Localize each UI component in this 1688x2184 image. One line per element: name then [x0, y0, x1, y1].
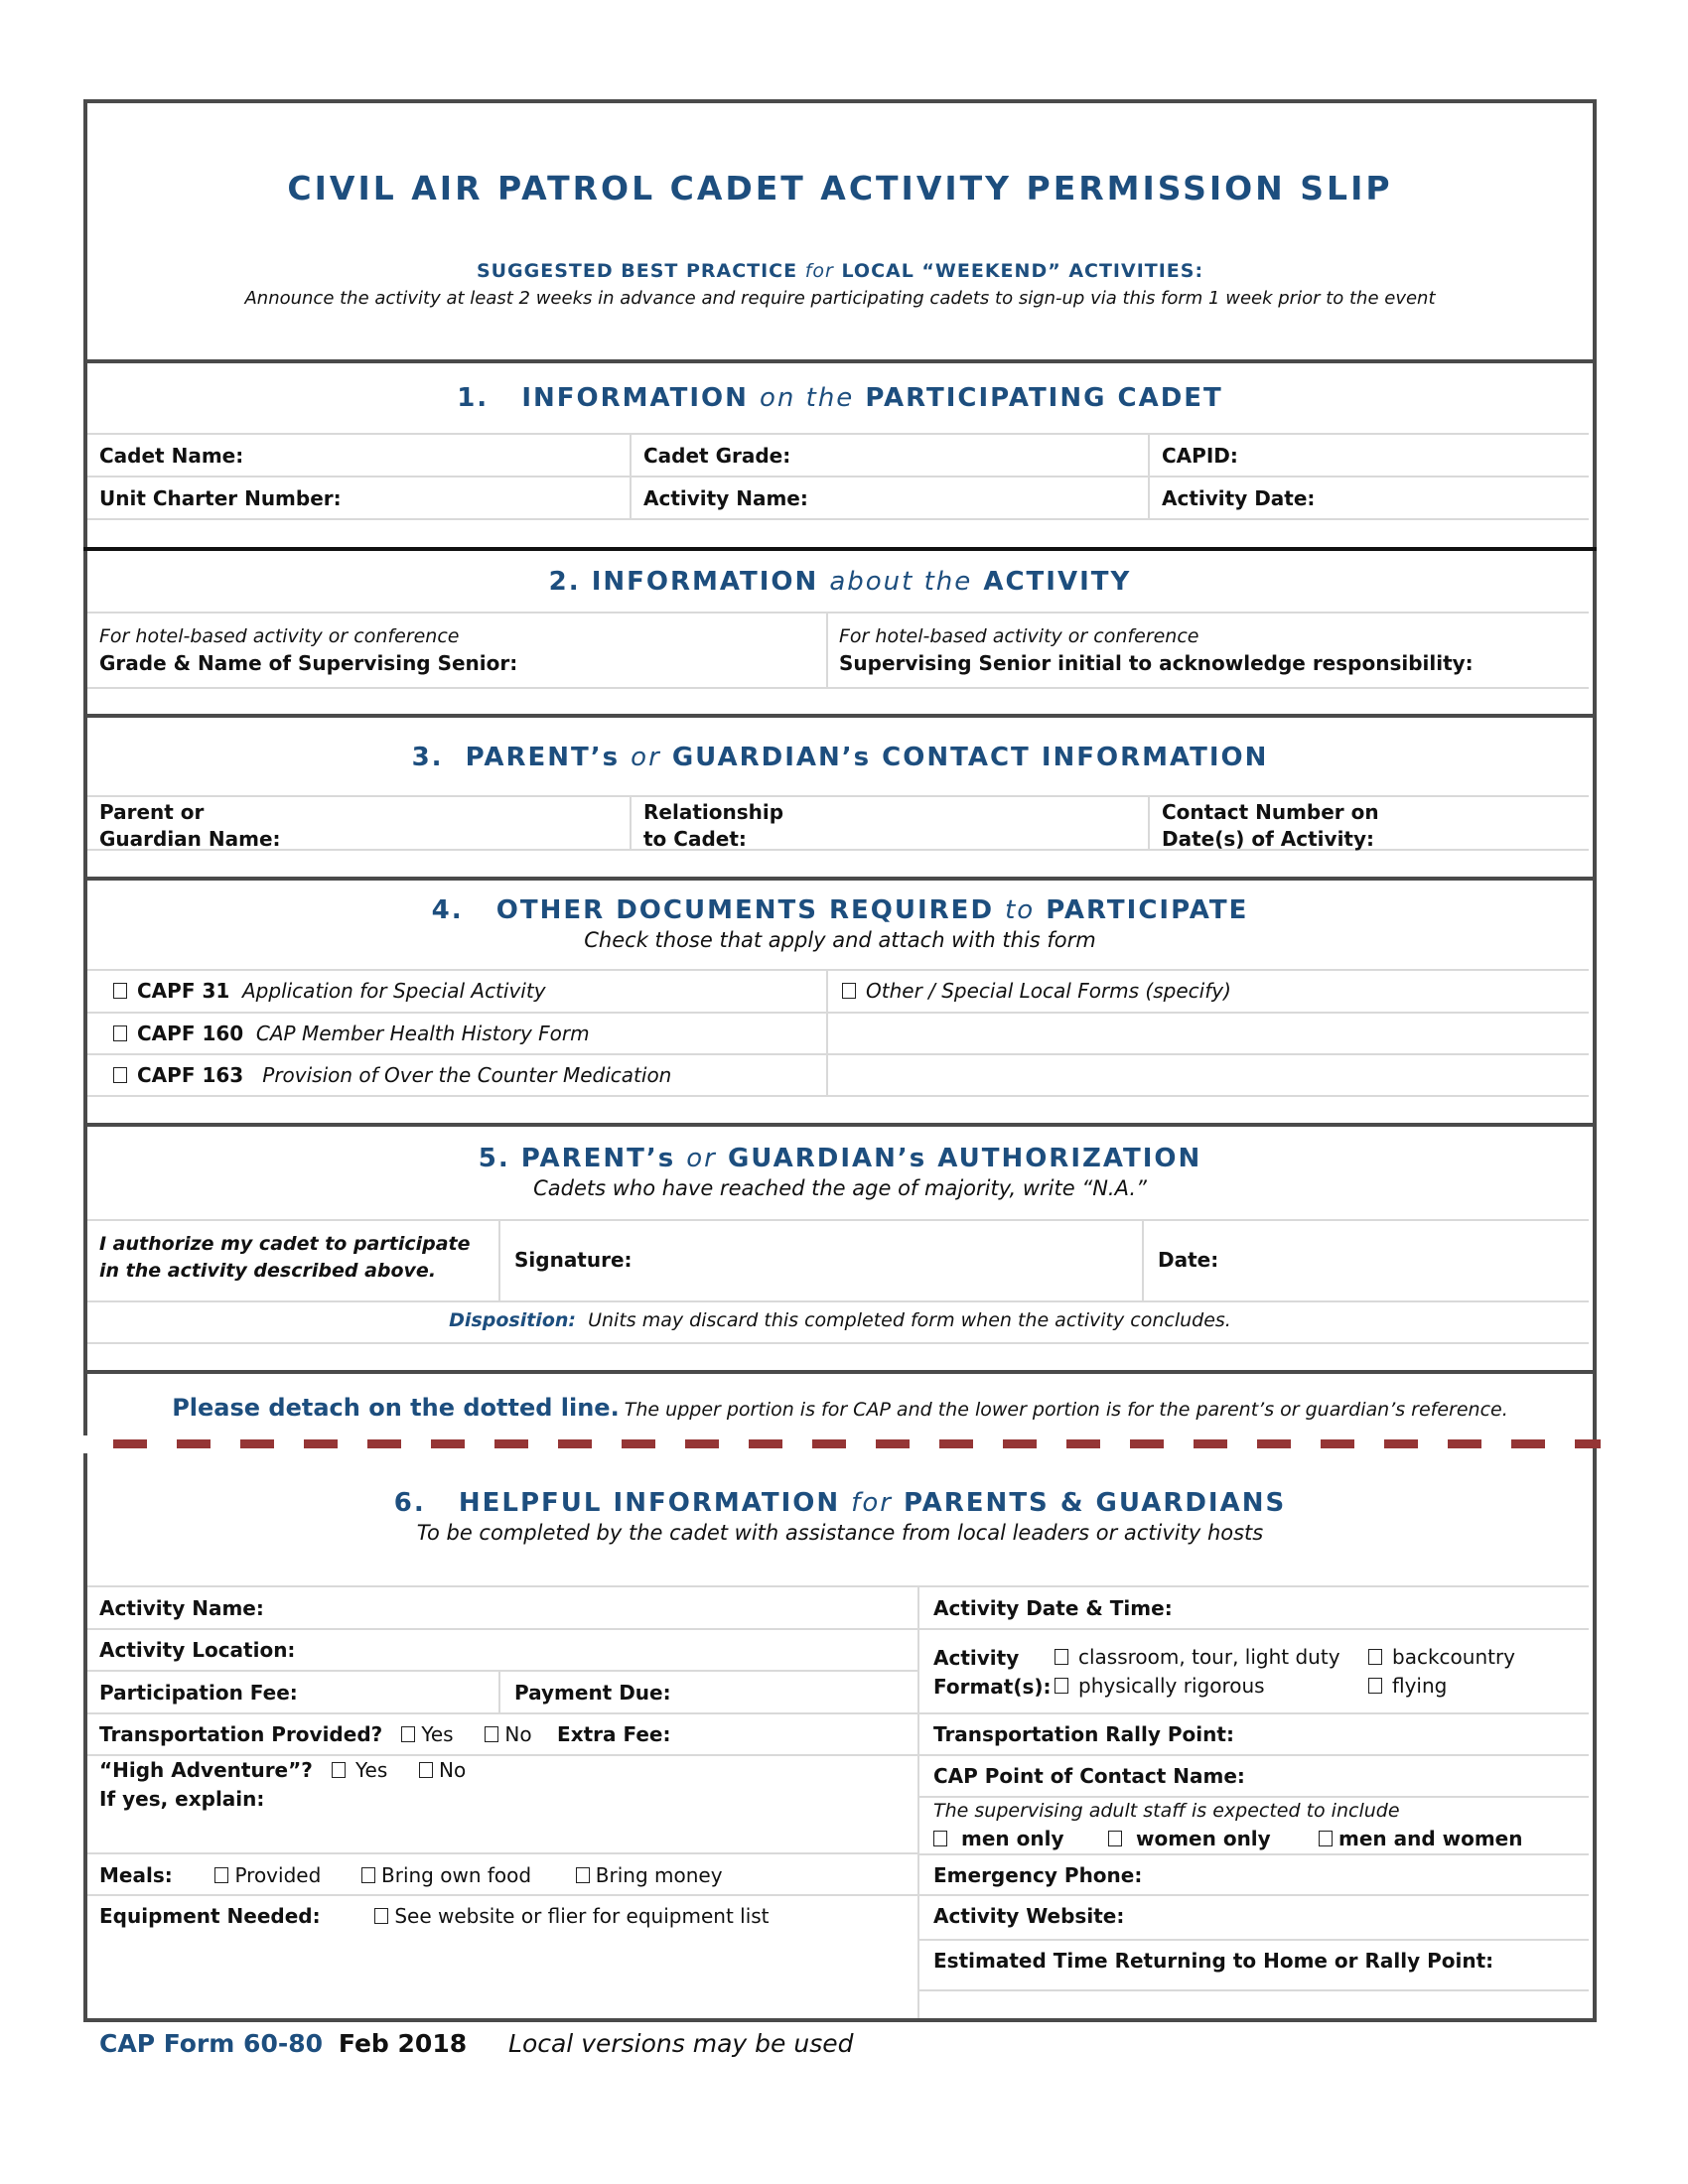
format-line1: Activity — [933, 1646, 1020, 1670]
doc-code: CAPF 163 — [137, 1063, 244, 1087]
staff-men-only-label: men only — [961, 1827, 1064, 1850]
checkbox-icon[interactable] — [113, 983, 127, 999]
unit-charter-field[interactable]: Unit Charter Number: — [99, 486, 342, 510]
doc-code: CAPF 31 — [137, 979, 230, 1003]
best-practice-instruction: Announce the activity at least 2 weeks in advance and require participating cadets to sign-up via this form 1 week prior to the event — [244, 288, 1436, 309]
s6-activity-location-field[interactable]: Activity Location: — [99, 1638, 296, 1662]
section5-title-b: or — [686, 1144, 717, 1173]
cadet-grade-field[interactable]: Cadet Grade: — [643, 444, 791, 468]
checkbox-icon[interactable] — [361, 1867, 375, 1883]
column-rule — [826, 612, 828, 689]
adventure-yes[interactable]: Yes — [354, 1758, 388, 1782]
dash-segment — [1130, 1439, 1164, 1448]
dash-segment — [113, 1439, 147, 1448]
format-flying[interactable] — [1368, 1674, 1447, 1698]
top-border — [83, 99, 1597, 103]
format-classroom-label: classroom, tour, light duty — [1078, 1645, 1340, 1669]
row-rule — [87, 1754, 917, 1756]
s6-activity-name-field[interactable]: Activity Name: — [99, 1596, 264, 1620]
doc-code: CAPF 160 — [137, 1022, 244, 1045]
row-rule — [917, 1796, 1589, 1798]
dash-segment — [558, 1439, 592, 1448]
checkbox-icon[interactable] — [842, 983, 856, 999]
activity-date-field[interactable]: Activity Date: — [1162, 486, 1316, 510]
staff-men-only[interactable] — [933, 1827, 1063, 1850]
section5-number: 5. — [478, 1144, 510, 1173]
row-rule — [917, 1628, 1589, 1630]
hotel-note-left: For hotel-based activity or conference — [99, 625, 460, 647]
dash-segment — [1003, 1439, 1037, 1448]
column-rule — [1142, 1219, 1144, 1302]
format-backcountry[interactable] — [1368, 1645, 1515, 1669]
detach-bold: Please detach on the dotted line. — [172, 1394, 620, 1422]
contact-number-line1: Contact Number on — [1162, 800, 1379, 824]
activity-website-field[interactable]: Activity Website: — [933, 1904, 1125, 1928]
dash-segment — [1257, 1439, 1291, 1448]
checkbox-icon[interactable] — [419, 1762, 433, 1778]
supervising-senior-field[interactable]: Grade & Name of Supervising Senior: — [99, 651, 518, 675]
extra-fee-field[interactable]: Extra Fee: — [557, 1722, 671, 1746]
equipment-option[interactable]: See website or flier for equipment list — [394, 1904, 770, 1928]
equipment-row — [99, 1904, 770, 1928]
checkbox-icon[interactable] — [485, 1726, 498, 1742]
meals-label: Meals: — [99, 1863, 173, 1887]
row-rule — [87, 1585, 1589, 1587]
dash-segment — [685, 1439, 719, 1448]
section6-title-a: HELPFUL INFORMATION — [458, 1488, 841, 1518]
dash-segment — [1321, 1439, 1354, 1448]
section5-title-a: PARENT’s — [520, 1144, 676, 1173]
column-rule — [917, 1585, 919, 2020]
meal-own-food[interactable]: Bring own food — [381, 1863, 532, 1887]
checkbox-icon[interactable] — [933, 1831, 947, 1846]
section-divider — [83, 714, 1597, 718]
dash-segment — [494, 1439, 528, 1448]
section3-title-b: or — [631, 743, 661, 772]
column-rule — [1148, 795, 1150, 851]
detach-instruction — [87, 1394, 1593, 1422]
dash-segment — [431, 1439, 465, 1448]
date-field[interactable]: Date: — [1158, 1248, 1219, 1272]
dash-segment — [812, 1439, 846, 1448]
section1-heading — [87, 383, 1593, 413]
relationship-line2: to Cadet: — [643, 827, 747, 851]
guardian-name-line2: Guardian Name: — [99, 827, 281, 851]
dash-segment — [304, 1439, 338, 1448]
disposition-text: Units may discard this completed form when the activity concludes. — [588, 1309, 1231, 1331]
row-rule — [917, 1894, 1589, 1896]
section5-subtitle: Cadets who have reached the age of majority, write “N.A.” — [533, 1176, 1147, 1200]
payment-due-field[interactable]: Payment Due: — [514, 1681, 671, 1705]
dash-segment — [1511, 1439, 1545, 1448]
high-adventure-label: “High Adventure”? — [99, 1758, 313, 1782]
column-rule — [630, 433, 632, 520]
row-rule — [87, 1670, 917, 1672]
row-rule — [87, 1342, 1589, 1344]
senior-initial-field[interactable]: Supervising Senior initial to acknowledge responsibility: — [839, 651, 1474, 675]
doc-capf31[interactable] — [113, 979, 546, 1003]
row-rule — [87, 433, 1589, 435]
dash-segment — [1066, 1439, 1100, 1448]
dash-segment — [1575, 1439, 1601, 1448]
staff-women-only-label: women only — [1136, 1827, 1271, 1850]
hotel-note-right: For hotel-based activity or conference — [839, 625, 1199, 647]
checkbox-icon[interactable] — [1319, 1831, 1333, 1846]
row-rule — [87, 969, 1589, 971]
bottom-border — [83, 2018, 1597, 2022]
doc-other[interactable] — [842, 979, 1231, 1003]
checkbox-icon[interactable] — [113, 1067, 127, 1083]
dash-segment — [1448, 1439, 1481, 1448]
dash-segment — [749, 1439, 782, 1448]
checkbox-icon[interactable] — [1368, 1649, 1382, 1665]
checkbox-icon[interactable] — [1055, 1678, 1068, 1694]
checkbox-icon[interactable] — [214, 1867, 228, 1883]
row-rule — [87, 687, 1589, 689]
section4-title-b: to — [1005, 895, 1036, 925]
section6-subtitle: To be completed by the cadet with assistance from local leaders or activity hosts — [416, 1521, 1264, 1545]
section-divider — [83, 359, 1597, 363]
staff-women-only[interactable] — [1108, 1827, 1271, 1850]
section4-number: 4. — [431, 895, 464, 925]
guardian-name-field[interactable] — [99, 799, 281, 853]
authorize-line1: I authorize my cadet to participate — [99, 1233, 471, 1255]
staff-men-and-women-label: men and women — [1338, 1827, 1523, 1850]
section1-title-a: INFORMATION — [521, 383, 749, 413]
dash-segment — [1194, 1439, 1227, 1448]
doc-other-label: Other / Special Local Forms (specify) — [866, 979, 1231, 1003]
equipment-label: Equipment Needed: — [99, 1904, 321, 1928]
format-classroom[interactable] — [1055, 1645, 1340, 1669]
row-rule — [917, 1853, 1589, 1855]
column-rule — [630, 795, 632, 851]
section4-title-a: OTHER DOCUMENTS REQUIRED — [495, 895, 995, 925]
transport-no[interactable]: No — [504, 1722, 532, 1746]
doc-desc: Application for Special Activity — [242, 979, 546, 1003]
meal-provided[interactable]: Provided — [234, 1863, 322, 1887]
dash-segment — [1384, 1439, 1418, 1448]
doc-capf160[interactable] — [113, 1022, 590, 1045]
section2-title-b: about the — [829, 567, 973, 597]
column-rule — [498, 1219, 500, 1302]
section1-title-b: on the — [759, 383, 855, 413]
doc-capf163[interactable] — [113, 1063, 671, 1087]
section2-title-a: INFORMATION — [591, 567, 819, 597]
section2-heading — [87, 567, 1593, 597]
best-practice-heading — [87, 260, 1593, 282]
row-rule — [917, 1754, 1589, 1756]
row-rule — [87, 1012, 1589, 1014]
section6-heading — [87, 1488, 1593, 1518]
dash-segment — [177, 1439, 211, 1448]
disposition-note — [87, 1309, 1593, 1331]
signature-field[interactable]: Signature: — [514, 1248, 633, 1272]
row-rule — [87, 518, 1589, 520]
section6-title-c: PARENTS & GUARDIANS — [903, 1488, 1287, 1518]
row-rule — [87, 476, 1589, 478]
row-rule — [917, 1939, 1589, 1941]
poc-name-field[interactable]: CAP Point of Contact Name: — [933, 1764, 1245, 1788]
staff-note: The supervising adult staff is expected to include — [933, 1800, 1400, 1822]
participation-fee-field[interactable]: Participation Fee: — [99, 1681, 298, 1705]
section-divider — [83, 547, 1597, 551]
form-date: Feb 2018 — [338, 2029, 468, 2058]
section3-title-c: GUARDIAN’s CONTACT INFORMATION — [671, 743, 1269, 772]
activity-name-field[interactable]: Activity Name: — [643, 486, 808, 510]
format-rigorous[interactable] — [1055, 1674, 1265, 1698]
doc-desc: Provision of Over the Counter Medication — [262, 1063, 672, 1087]
transportation-label: Transportation Provided? — [99, 1722, 383, 1746]
row-rule — [87, 1628, 917, 1630]
section-divider — [83, 877, 1597, 881]
row-rule — [917, 1712, 1589, 1714]
section-divider — [83, 1123, 1597, 1127]
contact-number-field[interactable] — [1162, 799, 1379, 853]
section3-heading — [87, 743, 1593, 772]
section6-title-b: for — [851, 1488, 893, 1518]
activity-date-time-field[interactable]: Activity Date & Time: — [933, 1596, 1173, 1620]
section4-subtitle: Check those that apply and attach with this form — [584, 928, 1096, 952]
rally-point-field[interactable]: Transportation Rally Point: — [933, 1722, 1234, 1746]
column-rule — [1148, 433, 1150, 520]
row-rule — [87, 612, 1589, 614]
form-title: CIVIL AIR PATROL CADET ACTIVITY PERMISSION SLIP — [287, 169, 1393, 207]
footer — [99, 2029, 853, 2058]
row-rule — [87, 1852, 917, 1854]
row-rule — [87, 1053, 1589, 1055]
contact-number-line2: Date(s) of Activity: — [1162, 827, 1375, 851]
section5-title-c: GUARDIAN’s AUTHORIZATION — [727, 1144, 1202, 1173]
if-yes-explain-field[interactable]: If yes, explain: — [99, 1787, 265, 1811]
section1-number: 1. — [457, 383, 490, 413]
format-rigorous-label: physically rigorous — [1078, 1674, 1265, 1698]
checkbox-icon[interactable] — [1368, 1678, 1382, 1694]
authorize-line2: in the activity described above. — [99, 1260, 437, 1282]
best-practice-post: LOCAL “WEEKEND” ACTIVITIES: — [841, 260, 1204, 282]
row-rule — [87, 1300, 1589, 1302]
checkbox-icon[interactable] — [401, 1726, 415, 1742]
row-rule — [87, 1894, 917, 1896]
form-number: CAP Form 60-80 — [99, 2029, 323, 2058]
format-line2: Format(s): — [933, 1675, 1052, 1699]
row-rule — [87, 1219, 1589, 1221]
section4-heading — [87, 895, 1593, 925]
row-rule — [87, 1712, 917, 1714]
dash-segment — [876, 1439, 910, 1448]
staff-men-and-women[interactable] — [1319, 1827, 1522, 1850]
best-practice-pre: SUGGESTED BEST PRACTICE — [476, 260, 798, 282]
return-time-field[interactable]: Estimated Time Returning to Home or Rally Point: — [933, 1949, 1494, 1973]
checkbox-icon[interactable] — [113, 1025, 127, 1041]
format-backcountry-label: backcountry — [1392, 1645, 1516, 1669]
section3-number: 3. — [411, 743, 444, 772]
section5-heading — [87, 1144, 1593, 1173]
footer-note: Local versions may be used — [508, 2029, 854, 2058]
checkbox-icon[interactable] — [1055, 1649, 1068, 1665]
detach-text: The upper portion is for CAP and the lower portion is for the parent’s or guardian’s reference. — [624, 1399, 1508, 1421]
section4-title-c: PARTICIPATE — [1046, 895, 1249, 925]
relationship-line1: Relationship — [643, 800, 784, 824]
row-rule — [87, 1095, 1589, 1097]
activity-format-label — [933, 1644, 1052, 1702]
format-flying-label: flying — [1392, 1674, 1448, 1698]
emergency-phone-field[interactable]: Emergency Phone: — [933, 1863, 1143, 1887]
dash-segment — [939, 1439, 973, 1448]
checkbox-icon[interactable] — [332, 1762, 346, 1778]
authorize-statement — [99, 1231, 471, 1285]
checkbox-icon[interactable] — [576, 1867, 590, 1883]
capid-field[interactable]: CAPID: — [1162, 444, 1238, 468]
section6-number: 6. — [393, 1488, 426, 1518]
column-rule — [498, 1670, 500, 1713]
section-divider — [83, 1370, 1597, 1374]
dash-segment — [367, 1439, 401, 1448]
section2-title-c: ACTIVITY — [983, 567, 1132, 597]
disposition-label: Disposition: — [449, 1309, 576, 1331]
guardian-name-line1: Parent or — [99, 800, 205, 824]
meal-money[interactable]: Bring money — [595, 1863, 723, 1887]
row-rule — [87, 795, 1589, 797]
dash-segment — [240, 1439, 274, 1448]
dash-segment — [622, 1439, 655, 1448]
doc-desc: CAP Member Health History Form — [255, 1022, 590, 1045]
section1-title-c: PARTICIPATING CADET — [865, 383, 1223, 413]
checkbox-icon[interactable] — [1108, 1831, 1122, 1846]
best-practice-mid: for — [804, 260, 834, 282]
transportation-row — [99, 1722, 670, 1746]
adventure-no[interactable]: No — [439, 1758, 467, 1782]
transport-yes[interactable]: Yes — [421, 1722, 454, 1746]
section2-number: 2. — [548, 567, 581, 597]
border-gap — [81, 1435, 89, 1453]
row-rule — [917, 1989, 1589, 1991]
column-rule — [826, 969, 828, 1097]
meals-row — [99, 1863, 723, 1887]
section3-title-a: PARENT’s — [465, 743, 621, 772]
high-adventure-row — [99, 1758, 466, 1782]
relationship-field[interactable] — [643, 799, 783, 853]
checkbox-icon[interactable] — [374, 1908, 388, 1924]
cadet-name-field[interactable]: Cadet Name: — [99, 444, 244, 468]
